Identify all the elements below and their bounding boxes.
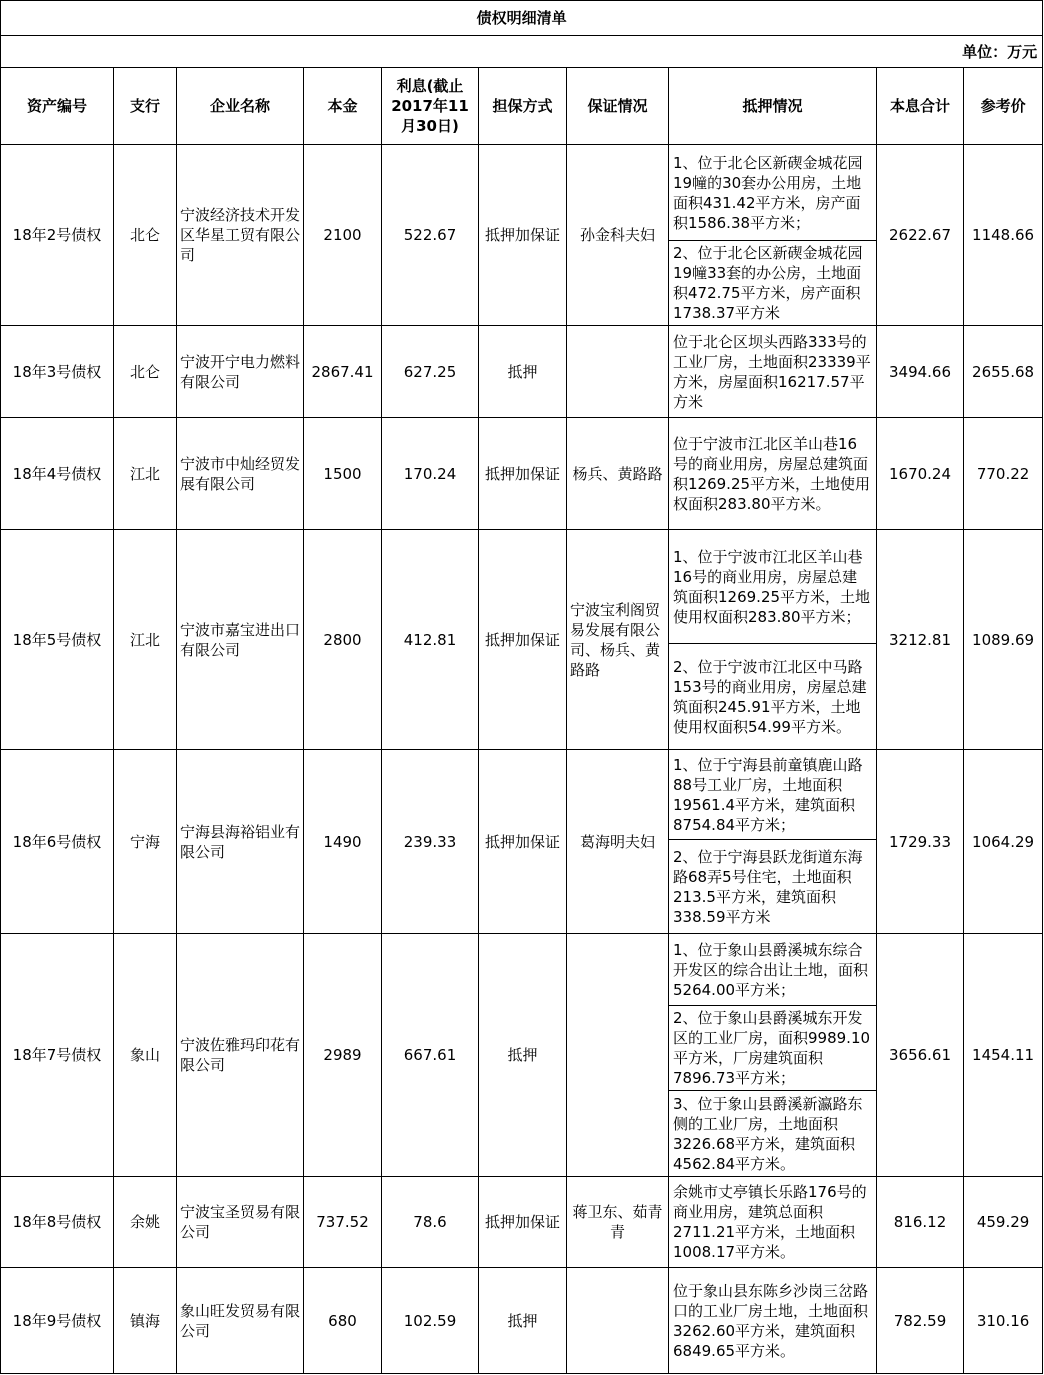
cell-asset-id: 18年6号债权 xyxy=(1,750,114,934)
cell-mortgage: 1、位于象山县爵溪城东综合开发区的综合出让土地，面积5264.00平方米； xyxy=(669,934,877,1006)
cell-asset-id: 18年5号债权 xyxy=(1,530,114,750)
cell-guarantor xyxy=(567,326,669,418)
cell-mortgage: 2、位于象山县爵溪城东开发区的工业厂房，面积9989.10平方米，厂房建筑面积7896.73平方米； xyxy=(669,1006,877,1091)
table-row xyxy=(1,1177,1043,1268)
cell-branch: 江北 xyxy=(114,418,177,530)
cell-total: 3656.61 xyxy=(877,934,964,1177)
cell-company: 宁波宝圣贸易有限公司 xyxy=(177,1177,304,1268)
cell-ref-price: 1064.29 xyxy=(964,750,1043,934)
cell-company: 宁波开宁电力燃料有限公司 xyxy=(177,326,304,418)
cell-mortgage: 2、位于宁波市江北区中马路153号的商业用房，房屋总建筑面积245.91平方米，土地使用权面积54.99平方米。 xyxy=(669,644,877,750)
cell-guarantor xyxy=(567,934,669,1177)
header-company: 企业名称 xyxy=(177,68,304,145)
cell-company: 宁波市嘉宝进出口有限公司 xyxy=(177,530,304,750)
cell-principal: 1490 xyxy=(304,750,382,934)
cell-total: 3212.81 xyxy=(877,530,964,750)
cell-asset-id: 18年3号债权 xyxy=(1,326,114,418)
cell-principal: 2800 xyxy=(304,530,382,750)
header-interest: 利息(截止2017年11月30日) xyxy=(382,68,479,145)
cell-principal: 2867.41 xyxy=(304,326,382,418)
cell-ref-price: 1089.69 xyxy=(964,530,1043,750)
page-title: 债权明细清单 xyxy=(1,1,1043,36)
header-row xyxy=(1,68,1043,145)
cell-mortgage: 位于象山县东陈乡沙岗三岔路口的工业厂房土地，土地面积3262.60平方米，建筑面积6849.65平方米。 xyxy=(669,1268,877,1374)
table-row xyxy=(1,530,1043,644)
cell-interest: 102.59 xyxy=(382,1268,479,1374)
header-guarantee-type: 担保方式 xyxy=(479,68,567,145)
cell-guarantee-type: 抵押加保证 xyxy=(479,145,567,326)
cell-principal: 737.52 xyxy=(304,1177,382,1268)
cell-mortgage: 1、位于宁波市江北区羊山巷16号的商业用房，房屋总建筑面积1269.25平方米，土地使用权面积283.80平方米； xyxy=(669,530,877,644)
cell-guarantee-type: 抵押加保证 xyxy=(479,1177,567,1268)
cell-guarantor: 蒋卫东、茹青青 xyxy=(567,1177,669,1268)
cell-mortgage: 2、位于宁海县跃龙街道东海路68弄5号住宅，土地面积213.5平方米，建筑面积338.59平方米 xyxy=(669,840,877,934)
cell-principal: 2989 xyxy=(304,934,382,1177)
cell-guarantee-type: 抵押加保证 xyxy=(479,750,567,934)
cell-asset-id: 18年9号债权 xyxy=(1,1268,114,1374)
cell-guarantor: 宁波宝利阁贸易发展有限公司、杨兵、黄路路 xyxy=(567,530,669,750)
table-row xyxy=(1,750,1043,840)
header-mortgage: 抵押情况 xyxy=(669,68,877,145)
cell-branch: 宁海 xyxy=(114,750,177,934)
cell-total: 782.59 xyxy=(877,1268,964,1374)
table-row xyxy=(1,1268,1043,1374)
cell-principal: 680 xyxy=(304,1268,382,1374)
table-row xyxy=(1,934,1043,1006)
cell-asset-id: 18年7号债权 xyxy=(1,934,114,1177)
header-principal: 本金 xyxy=(304,68,382,145)
cell-ref-price: 459.29 xyxy=(964,1177,1043,1268)
cell-total: 2622.67 xyxy=(877,145,964,326)
table-row xyxy=(1,418,1043,530)
unit-row xyxy=(1,36,1043,68)
title-row xyxy=(1,1,1043,36)
unit-label: 单位：万元 xyxy=(1,36,1043,68)
cell-total: 1729.33 xyxy=(877,750,964,934)
cell-interest: 78.6 xyxy=(382,1177,479,1268)
cell-guarantor: 孙金科夫妇 xyxy=(567,145,669,326)
cell-asset-id: 18年4号债权 xyxy=(1,418,114,530)
cell-guarantee-type: 抵押加保证 xyxy=(479,530,567,750)
cell-ref-price: 2655.68 xyxy=(964,326,1043,418)
cell-ref-price: 1454.11 xyxy=(964,934,1043,1177)
cell-mortgage: 2、位于北仑区新碶金城花园19幢33套的办公房，土地面积472.75平方米，房产面积1738.37平方米 xyxy=(669,241,877,326)
cell-principal: 2100 xyxy=(304,145,382,326)
cell-branch: 江北 xyxy=(114,530,177,750)
cell-asset-id: 18年8号债权 xyxy=(1,1177,114,1268)
cell-guarantee-type: 抵押 xyxy=(479,1268,567,1374)
cell-interest: 170.24 xyxy=(382,418,479,530)
cell-asset-id: 18年2号债权 xyxy=(1,145,114,326)
cell-branch: 镇海 xyxy=(114,1268,177,1374)
header-ref-price: 参考价 xyxy=(964,68,1043,145)
cell-mortgage: 1、位于北仑区新碶金城花园19幢的30套办公用房，土地面积431.42平方米，房产面积1586.38平方米； xyxy=(669,145,877,241)
cell-mortgage: 1、位于宁海县前童镇鹿山路88号工业厂房，土地面积19561.4平方米，建筑面积8754.84平方米； xyxy=(669,750,877,840)
cell-guarantee-type: 抵押 xyxy=(479,934,567,1177)
cell-branch: 象山 xyxy=(114,934,177,1177)
cell-ref-price: 1148.66 xyxy=(964,145,1043,326)
cell-guarantor xyxy=(567,1268,669,1374)
cell-total: 816.12 xyxy=(877,1177,964,1268)
cell-total: 3494.66 xyxy=(877,326,964,418)
cell-company: 宁波市中灿经贸发展有限公司 xyxy=(177,418,304,530)
cell-interest: 239.33 xyxy=(382,750,479,934)
cell-company: 象山旺发贸易有限公司 xyxy=(177,1268,304,1374)
cell-mortgage: 3、位于象山县爵溪新瀛路东侧的工业厂房，土地面积3226.68平方米，建筑面积4562.84平方米。 xyxy=(669,1091,877,1177)
cell-company: 宁波经济技术开发区华星工贸有限公司 xyxy=(177,145,304,326)
cell-total: 1670.24 xyxy=(877,418,964,530)
cell-company: 宁海县海裕铝业有限公司 xyxy=(177,750,304,934)
cell-interest: 627.25 xyxy=(382,326,479,418)
cell-mortgage: 位于北仑区坝头西路333号的工业厂房，土地面积23339平方米，房屋面积16217.57平方米 xyxy=(669,326,877,418)
cell-ref-price: 770.22 xyxy=(964,418,1043,530)
cell-branch: 余姚 xyxy=(114,1177,177,1268)
header-asset-id: 资产编号 xyxy=(1,68,114,145)
cell-guarantor: 杨兵、黄路路 xyxy=(567,418,669,530)
cell-ref-price: 310.16 xyxy=(964,1268,1043,1374)
cell-guarantee-type: 抵押加保证 xyxy=(479,418,567,530)
table-row xyxy=(1,326,1043,418)
header-guarantor: 保证情况 xyxy=(567,68,669,145)
cell-branch: 北仑 xyxy=(114,145,177,326)
cell-mortgage: 余姚市丈亭镇长乐路176号的商业用房，建筑总面积2711.21平方米，土地面积1008.17平方米。 xyxy=(669,1177,877,1268)
cell-company: 宁波佐雅玛印花有限公司 xyxy=(177,934,304,1177)
cell-branch: 北仑 xyxy=(114,326,177,418)
header-total: 本息合计 xyxy=(877,68,964,145)
cell-interest: 522.67 xyxy=(382,145,479,326)
header-branch: 支行 xyxy=(114,68,177,145)
cell-guarantee-type: 抵押 xyxy=(479,326,567,418)
cell-principal: 1500 xyxy=(304,418,382,530)
cell-guarantor: 葛海明夫妇 xyxy=(567,750,669,934)
cell-interest: 412.81 xyxy=(382,530,479,750)
table-row xyxy=(1,145,1043,241)
cell-mortgage: 位于宁波市江北区羊山巷16号的商业用房，房屋总建筑面积1269.25平方米，土地使用权面积283.80平方米。 xyxy=(669,418,877,530)
cell-interest: 667.61 xyxy=(382,934,479,1177)
